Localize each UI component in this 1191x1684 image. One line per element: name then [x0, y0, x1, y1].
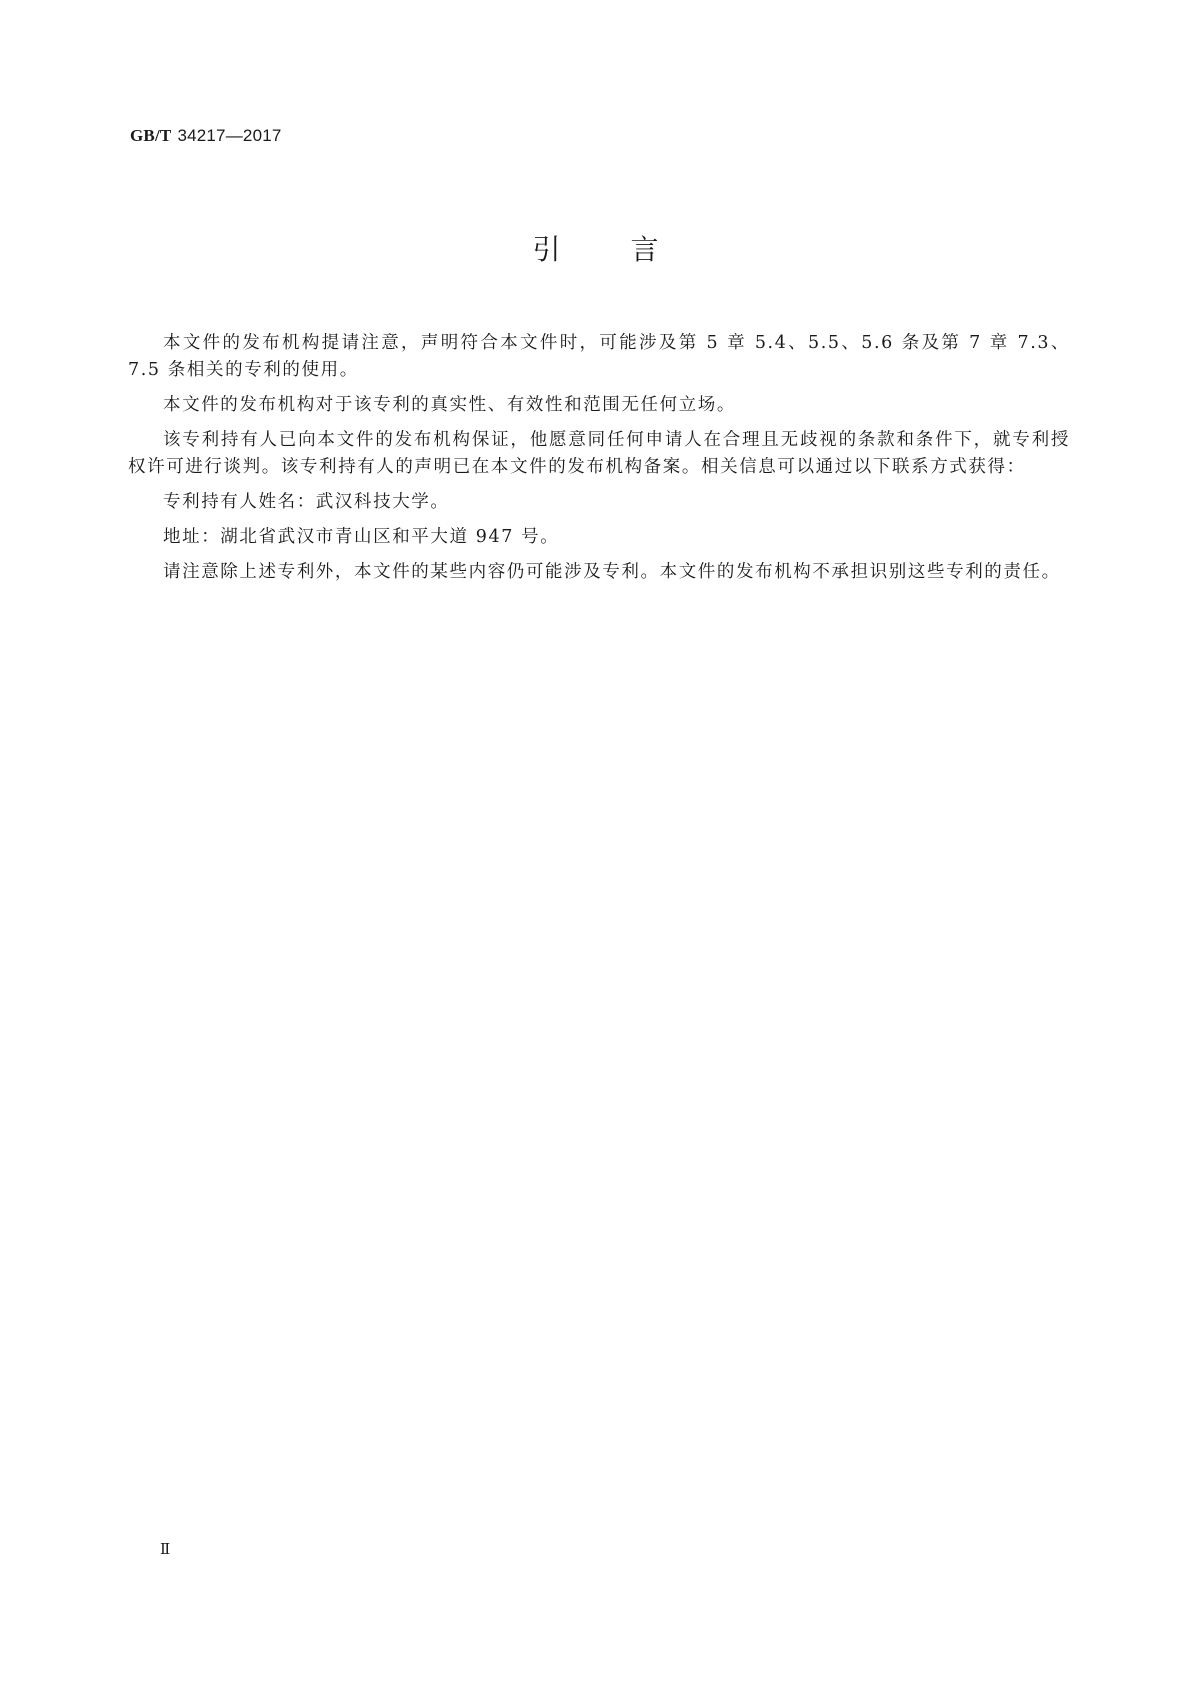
- section-title: 引言: [532, 233, 729, 266]
- standard-number: 34217—2017: [177, 126, 282, 145]
- body-text: [128, 330, 1070, 594]
- paragraph-holder-address: 地址：湖北省武汉市青山区和平大道 947 号。: [163, 527, 560, 547]
- standard-code: GB/T: [130, 126, 172, 145]
- paragraph-holder-guarantee: 该专利持有人已向本文件的发布机构保证，他愿意同任何申请人在合理且无歧视的条款和条件下，就专利授权许可进行谈判。该专利持有人的声明已在本文件的发布机构备案。相关信息可以通过以下联系方式获得：: [128, 430, 1070, 477]
- paragraph-other-patents: 请注意除上述专利外，本文件的某些内容仍可能涉及专利。本文件的发布机构不承担识别这些专利的责任。: [163, 562, 1061, 582]
- paragraph-holder-name: 专利持有人姓名：武汉科技大学。: [163, 492, 450, 512]
- page-number: Ⅱ: [160, 1542, 171, 1558]
- page-header: [130, 126, 282, 146]
- paragraph-no-position: 本文件的发布机构对于该专利的真实性、有效性和范围无任何立场。: [163, 395, 736, 415]
- paragraph-patent-notice: 本文件的发布机构提请注意，声明符合本文件时，可能涉及第 5 章 5.4、5.5、5.6 条及第 7 章 7.3、7.5 条相关的专利的使用。: [128, 333, 1070, 380]
